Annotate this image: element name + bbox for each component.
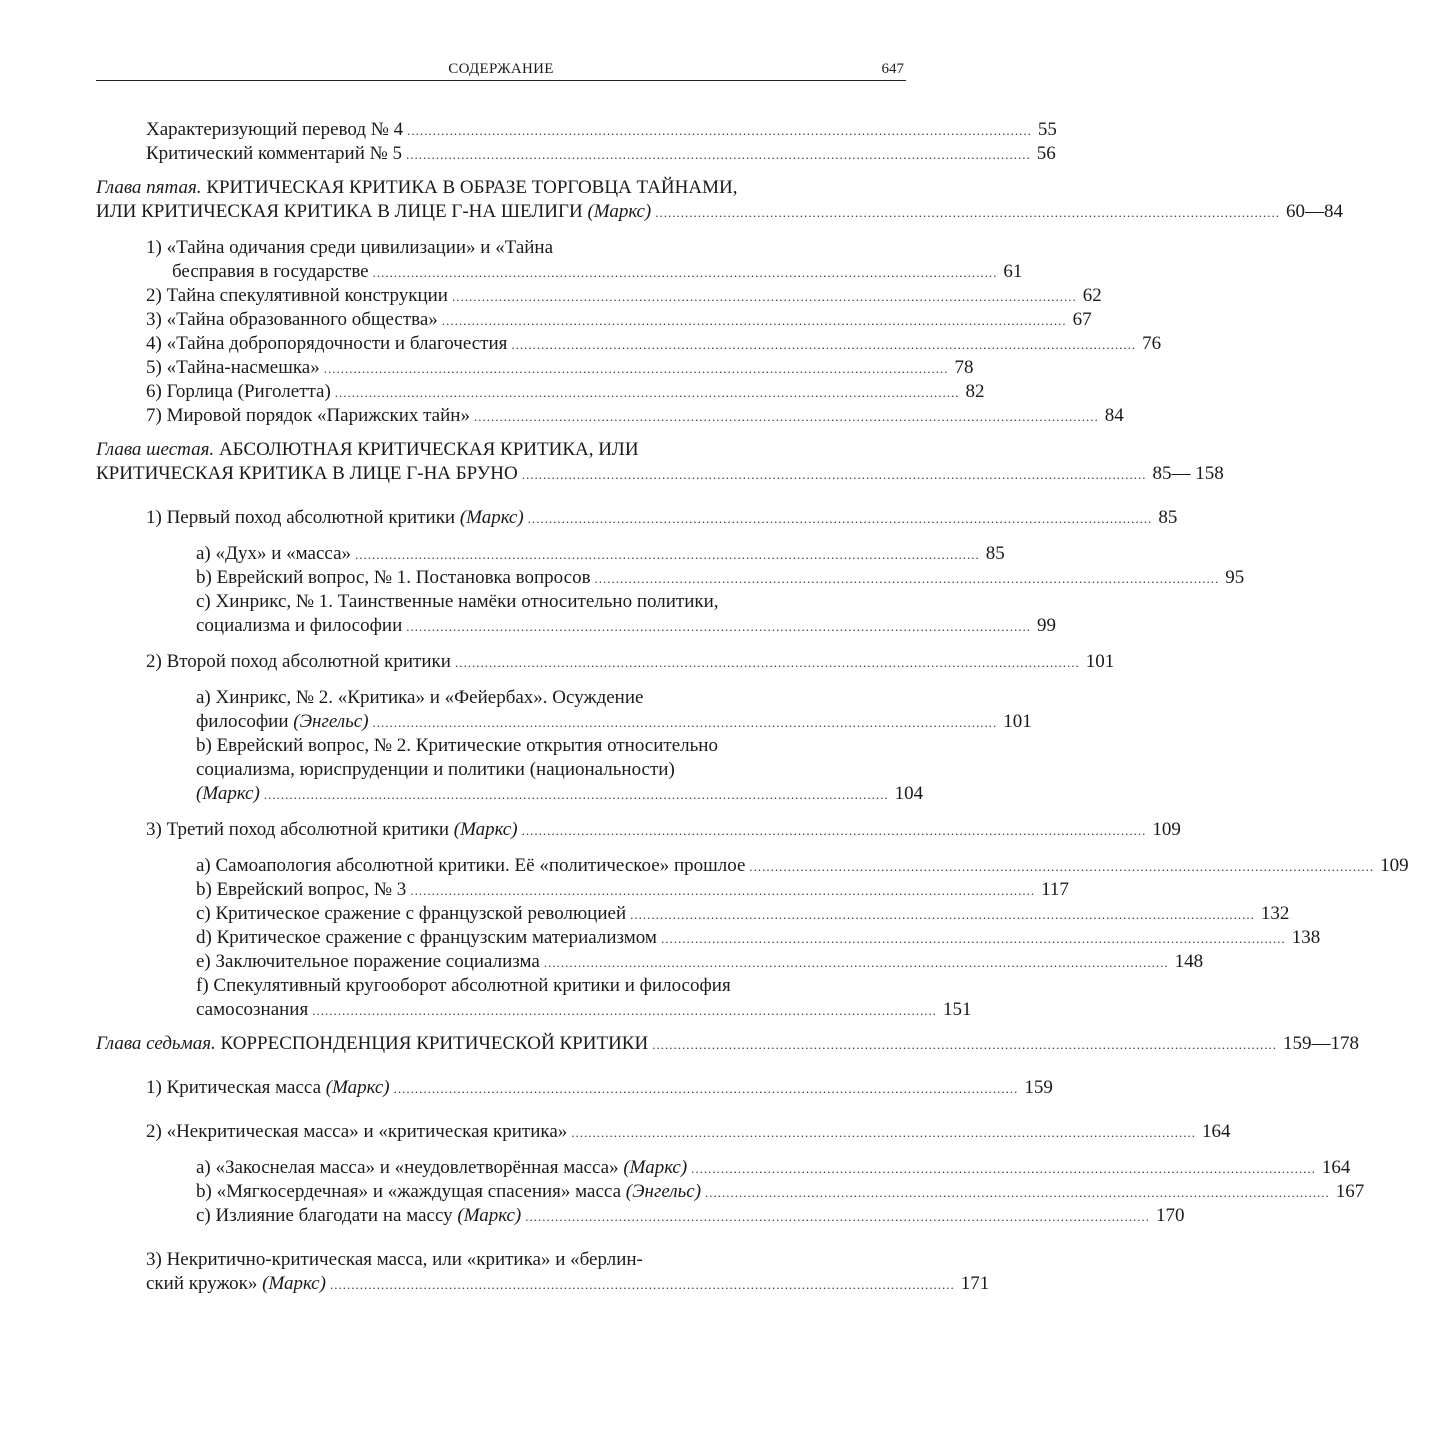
chapter-heading[interactable] [96, 438, 906, 462]
toc-page-number: 109 [1152, 819, 1181, 840]
toc-entry[interactable] [96, 332, 1162, 356]
toc-entry[interactable] [96, 284, 1102, 308]
chapter-heading[interactable] [96, 176, 906, 200]
chapter-heading-cont[interactable] [96, 200, 1344, 224]
toc-entry-title: самосознания [196, 999, 309, 1020]
toc-entry[interactable] [96, 818, 1181, 842]
toc-page-number: 82 [965, 381, 985, 402]
author-attribution: (Энгельс) [625, 1181, 702, 1202]
toc-page-range: 159—178 [1282, 1033, 1359, 1054]
dot-leader: ................................................................................................................................................... [691, 1161, 1316, 1176]
toc-entry[interactable] [96, 236, 906, 260]
dot-leader: ................................................................................................................................................... [372, 265, 998, 280]
toc-entry-title: a) Хинрикс, № 2. «Критика» и «Фейербах». Осуждение [196, 687, 644, 708]
author-attribution: (Маркс) [623, 1157, 688, 1178]
toc-page-number: 138 [1291, 927, 1321, 948]
toc-entry-title: 3) Третий поход абсолютной критики [146, 819, 454, 840]
toc-entry[interactable] [96, 926, 1321, 950]
dot-leader: ................................................................................................................................................... [355, 547, 980, 562]
toc-entry-title: c) Хинрикс, № 1. Таинственные намёки относительно политики, [196, 591, 719, 612]
toc-entry-cont[interactable] [96, 782, 924, 806]
toc-entry-cont[interactable] [96, 758, 906, 782]
toc-page-number: 55 [1037, 119, 1057, 140]
dot-leader: ................................................................................................................................................... [655, 205, 1281, 220]
toc-entry-title: 3) Некритично-критическая масса, или «критика» и «берлин- [146, 1249, 643, 1270]
dot-leader: ................................................................................................................................................... [323, 361, 949, 376]
toc-entry-title: b) Еврейский вопрос, № 2. Критические открытия относительно [196, 735, 718, 756]
toc-entry-title: c) Критическое сражение с французской революцией [196, 903, 627, 924]
toc-entry-title: a) Самоапология абсолютной критики. Её «политическое» прошлое [196, 855, 746, 876]
toc-page-number: 170 [1155, 1205, 1185, 1226]
dot-leader: ................................................................................................................................................... [312, 1003, 937, 1018]
toc-page-range: 85— 158 [1152, 463, 1224, 484]
chapter-title-line: АБСОЛЮТНАЯ КРИТИЧЕСКАЯ КРИТИКА, ИЛИ [214, 439, 639, 460]
toc-page-number: 61 [1003, 261, 1023, 282]
toc-entry-title: 2) Тайна спекулятивной конструкции [146, 285, 448, 306]
toc-page-number: 164 [1321, 1157, 1351, 1178]
toc-entry-cont[interactable] [96, 1272, 990, 1296]
toc-page-number: 104 [894, 783, 924, 804]
author-attribution: (Маркс) [262, 1273, 326, 1294]
toc-page-number: 85 [1158, 507, 1178, 528]
toc-entry-title: f) Спекулятивный кругооборот абсолютной критики и философия [196, 975, 731, 996]
toc-page-number: 62 [1082, 285, 1102, 306]
dot-leader: ................................................................................................................................................... [543, 955, 1169, 970]
toc-entry-title: b) «Мягкосердечная» и «жаждущая спасения» масса [196, 1181, 626, 1202]
chapter-heading-cont[interactable] [96, 462, 1224, 486]
toc-entry[interactable] [96, 1156, 1351, 1180]
toc-page-number: 78 [954, 357, 974, 378]
chapter-title-line: ИЛИ КРИТИЧЕСКАЯ КРИТИКА В ЛИЦЕ Г-НА ШЕЛИГИ [96, 201, 588, 222]
toc-entry[interactable] [96, 950, 1204, 974]
dot-leader: ................................................................................................................................................... [630, 907, 1255, 922]
toc-page-number: 76 [1142, 333, 1162, 354]
toc-entry-title: 4) «Тайна добропорядочности и благочестия [146, 333, 508, 354]
dot-leader: ................................................................................................................................................... [393, 1081, 1019, 1096]
toc-entry-title: 2) Второй поход абсолютной критики [146, 651, 451, 672]
toc-entry-title: b) Еврейский вопрос, № 3 [196, 879, 407, 900]
toc-entry[interactable] [96, 142, 1056, 166]
dot-leader: ................................................................................................................................................... [511, 337, 1137, 352]
toc-entry[interactable] [96, 404, 1124, 428]
author-attribution: (Маркс) [325, 1077, 390, 1098]
toc-entry[interactable] [96, 542, 1005, 566]
document-page [96, 0, 1409, 1448]
toc-page-number: 151 [942, 999, 972, 1020]
chapter-label: Глава седьмая. [96, 1033, 216, 1054]
dot-leader: ................................................................................................................................................... [594, 571, 1220, 586]
author-attribution: (Маркс) [587, 201, 652, 222]
toc-entry-title: 7) Мировой порядок «Парижских тайн» [146, 405, 470, 426]
chapter-title-line: КРИТИЧЕСКАЯ КРИТИКА В ЛИЦЕ Г-НА БРУНО [96, 463, 518, 484]
dot-leader: ................................................................................................................................................... [660, 931, 1286, 946]
toc-page-number: 132 [1260, 903, 1290, 924]
dot-leader: ................................................................................................................................................... [749, 859, 1375, 874]
running-head [96, 60, 906, 81]
toc-entry[interactable] [96, 1120, 1231, 1144]
page-number: 647 [881, 61, 904, 77]
toc-page-number: 109 [1380, 855, 1409, 876]
toc-page-number: 95 [1225, 567, 1245, 588]
dot-leader: ................................................................................................................................................... [705, 1185, 1330, 1200]
toc-entry[interactable] [96, 734, 906, 758]
toc-page-number: 101 [1085, 651, 1115, 672]
toc-entry-title: c) Излияние благодати на массу [196, 1205, 458, 1226]
dot-leader: ................................................................................................................................................... [521, 823, 1147, 838]
toc-entry-title: b) Еврейский вопрос, № 1. Постановка вопросов [196, 567, 591, 588]
author-attribution: (Маркс) [453, 819, 518, 840]
toc-entry-cont[interactable] [96, 710, 1032, 734]
toc-entry[interactable] [96, 1204, 1185, 1228]
toc-entry-title: 1) «Тайна одичания среди цивилизации» и «Тайна [146, 237, 554, 258]
dot-leader: ................................................................................................................................................... [410, 883, 1036, 898]
toc-entry-title: 1) Первый поход абсолютной критики [146, 507, 460, 528]
chapter-title-line: КОРРЕСПОНДЕНЦИЯ КРИТИЧЕСКОЙ КРИТИКИ [215, 1033, 649, 1054]
toc-entry-title: a) «Закоснелая масса» и «неудовлетворённая масса» [196, 1157, 624, 1178]
toc-entry-title: 3) «Тайна образованного общества» [146, 309, 438, 330]
toc-entry-cont[interactable] [96, 998, 972, 1022]
dot-leader: ................................................................................................................................................... [521, 467, 1147, 482]
toc-entry-title: социализма, юриспруденции и политики (национальности) [196, 759, 675, 780]
toc-entry[interactable] [96, 686, 906, 710]
toc-page-number: 99 [1037, 615, 1057, 636]
toc-entry[interactable] [96, 854, 1409, 878]
toc-page-number: 117 [1041, 879, 1069, 900]
toc-entry[interactable] [96, 506, 1178, 530]
dot-leader: ................................................................................................................................................... [451, 289, 1077, 304]
toc-page-number: 56 [1036, 143, 1056, 164]
toc-entry-title: d) Критическое сражение с французским материализмом [196, 927, 657, 948]
toc-entry[interactable] [96, 902, 1290, 926]
dot-leader: ................................................................................................................................................... [454, 655, 1080, 670]
toc-entry-title: e) Заключительное поражение социализма [196, 951, 540, 972]
toc-entry[interactable] [96, 380, 985, 404]
toc-page-number: 167 [1335, 1181, 1365, 1202]
chapter-title-line: КРИТИЧЕСКАЯ КРИТИКА В ОБРАЗЕ ТОРГОВЦА ТАЙНАМИ, [201, 177, 738, 198]
dot-leader: ................................................................................................................................................... [652, 1037, 1277, 1052]
toc-entry-cont[interactable] [96, 614, 1057, 638]
dot-leader: ................................................................................................................................................... [571, 1125, 1197, 1140]
toc-entry-title: Критический комментарий № 5 [146, 143, 403, 164]
toc-entry-title: Характеризующий перевод № 4 [146, 119, 404, 140]
dot-leader: ................................................................................................................................................... [406, 147, 1031, 162]
toc-page-number: 84 [1104, 405, 1124, 426]
chapter-label: Глава шестая. [96, 439, 215, 460]
toc-entry-title: бесправия в государстве [172, 261, 369, 282]
author-attribution: (Маркс) [457, 1205, 522, 1226]
toc-entry[interactable] [96, 590, 906, 614]
running-title: СОДЕРЖАНИЕ [448, 61, 554, 77]
toc-entry[interactable] [96, 1248, 906, 1272]
toc-entry-cont[interactable] [96, 260, 1023, 284]
table-of-contents [96, 118, 1409, 1296]
toc-entry-title: 6) Горлица (Риголетта) [146, 381, 331, 402]
toc-entry[interactable] [96, 1180, 1365, 1204]
author-attribution: (Маркс) [459, 507, 524, 528]
toc-entry-title: ский кружок» [146, 1273, 263, 1294]
toc-entry[interactable] [96, 1076, 1053, 1100]
toc-entry[interactable] [96, 878, 1069, 902]
toc-entry-title: социализма и философии [196, 615, 403, 636]
toc-entry-title: 5) «Тайна-насмешка» [146, 357, 320, 378]
dot-leader: ................................................................................................................................................... [329, 1277, 955, 1292]
dot-leader: ................................................................................................................................................... [263, 787, 889, 802]
toc-page-number: 159 [1024, 1077, 1053, 1098]
dot-leader: ................................................................................................................................................... [527, 511, 1153, 526]
dot-leader: ................................................................................................................................................... [525, 1209, 1150, 1224]
toc-page-number: 85 [985, 543, 1005, 564]
toc-page-range: 60—84 [1286, 201, 1344, 222]
dot-leader: ................................................................................................................................................... [441, 313, 1067, 328]
toc-entry[interactable] [96, 308, 1092, 332]
dot-leader: ................................................................................................................................................... [406, 619, 1032, 634]
toc-page-number: 171 [960, 1273, 990, 1294]
chapter-label: Глава пятая. [96, 177, 202, 198]
toc-page-number: 148 [1174, 951, 1204, 972]
toc-entry-title: философии [196, 711, 294, 732]
toc-page-number: 101 [1003, 711, 1032, 732]
toc-entry[interactable] [96, 974, 906, 998]
toc-entry-title: 2) «Некритическая масса» и «критическая критика» [146, 1121, 568, 1142]
toc-entry[interactable] [96, 356, 974, 380]
author-attribution: (Энгельс) [293, 711, 369, 732]
toc-entry-title: a) «Дух» и «масса» [196, 543, 351, 564]
dot-leader: ................................................................................................................................................... [407, 123, 1032, 138]
toc-page-number: 164 [1202, 1121, 1231, 1142]
author-attribution: (Маркс) [196, 783, 260, 804]
dot-leader: ................................................................................................................................................... [473, 409, 1099, 424]
toc-entry[interactable] [96, 118, 1057, 142]
chapter-heading[interactable] [96, 1032, 1359, 1056]
toc-entry[interactable] [96, 566, 1245, 590]
toc-entry-title: 1) Критическая масса [146, 1077, 326, 1098]
toc-page-number: 67 [1072, 309, 1092, 330]
dot-leader: ................................................................................................................................................... [372, 715, 998, 730]
toc-entry[interactable] [96, 650, 1115, 674]
dot-leader: ................................................................................................................................................... [334, 385, 960, 400]
